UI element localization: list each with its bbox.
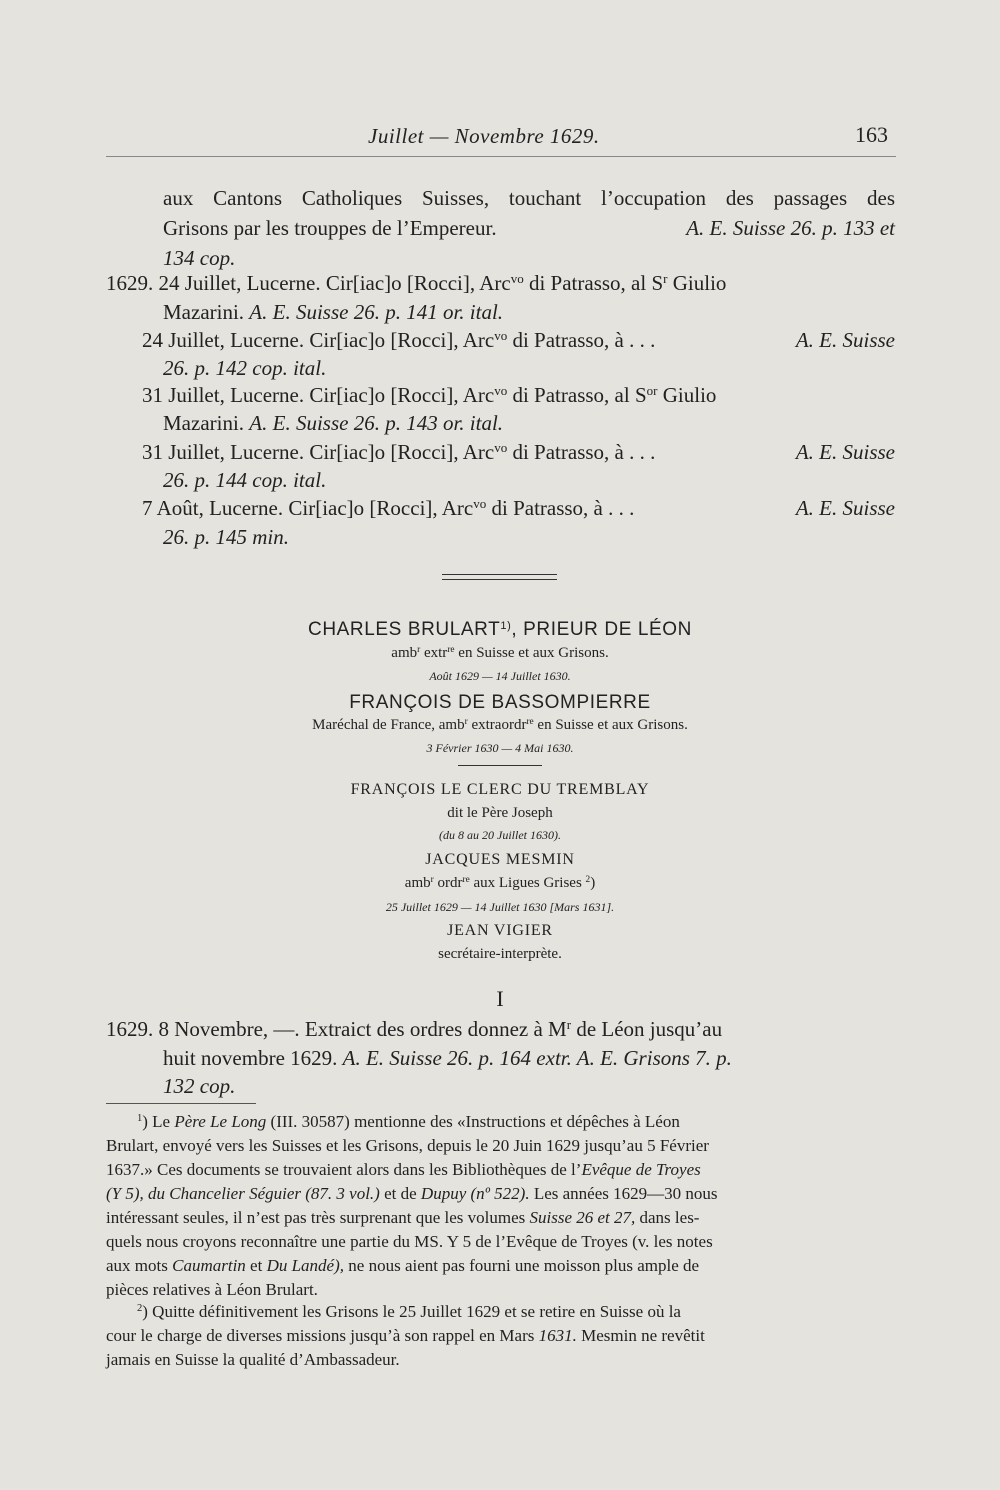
person-1-name: CHARLES BRULART$^{1)}$, PRIEUR DE LÉON: [308, 619, 692, 640]
entry-4-line-1: 31 Juillet, Lucerne. Cir[iac]o [Rocci], Arc$^{vo}$ di Patrasso, à . . . A. E. Suisse: [142, 439, 895, 464]
person-3-dates: (du 8 au 20 Juillet 1630).: [439, 828, 561, 842]
person-4-dates: 25 Juillet 1629 — 14 Juillet 1630 [Mars 1631].: [385, 900, 615, 914]
section-entry-line-1: 1629. 8 Novembre, —. Extraict des ordres donnez à $M^r$ de Léon jusqu’au: [106, 1016, 723, 1041]
entry-0-line-3: 134 cop.: [163, 246, 236, 270]
section-numeral: I: [496, 986, 504, 1011]
footnote-1-line-4: (Y 5), du Chancelier Séguier (87. 3 vol.) et de Dupuy (nº 522). Les années 1629—30 nous: [106, 1184, 718, 1203]
entry-1-line-2: Mazarini. A. E. Suisse 26. p. 141 or. ital.: [163, 300, 504, 324]
footnote-rule: [106, 1103, 256, 1104]
footnote-1-line-6: quels nous croyons reconnaître une partie du MS. Y 5 de l’Evêque de Troyes (v. les notes: [106, 1232, 713, 1251]
entry-3-line-2: Mazarini. A. E. Suisse 26. p. 143 or. ital.: [163, 411, 504, 435]
separator-rule-bottom: [442, 579, 557, 580]
footnote-1-line-3: 1637.» Ces documents se trouvaient alors dans les Bibliothèques de l’Evêque de Troyes: [106, 1160, 701, 1179]
footnote-1-line-2: Brulart, envoyé vers les Suisses et les Grisons, depuis le 20 Juin 1629 jusqu’au 5 Février: [106, 1136, 709, 1155]
section-entry-line-3: 132 cop.: [163, 1074, 236, 1098]
footnote-2-line-2: cour le charge de diverses missions jusqu’à son rappel en Mars 1631. Mesmin ne revêtit: [106, 1326, 705, 1345]
person-3-role: dit le Père Joseph: [447, 805, 553, 821]
entry-3-line-1: 31 Juillet, Lucerne. Cir[iac]o [Rocci], Arc$^{vo}$ di Patrasso, al $S^{or}$ Giulio: [142, 382, 717, 407]
entry-5-line-2: 26. p. 145 min.: [163, 525, 289, 549]
person-4-role: amb$^r$ ordr$^{re}$ aux Ligues Grises $^2$): [404, 874, 596, 891]
page-number: 163: [855, 122, 888, 147]
section-entry-line-2: huit novembre 1629. A. E. Suisse 26. p. 164 extr. A. E. Grisons 7. p.: [163, 1046, 732, 1070]
separator-rule-top: [442, 574, 557, 575]
person-5-role: secrétaire-interprète.: [438, 946, 562, 962]
personnel-divider: [458, 765, 542, 766]
person-1-dates: Août 1629 — 14 Juillet 1630.: [429, 669, 571, 683]
entry-2-line-2: 26. p. 142 cop. ital.: [163, 356, 327, 380]
footnote-1-line-8: pièces relatives à Léon Brulart.: [106, 1280, 318, 1299]
person-1-role: amb$^r$ extr$^{re}$ en Suisse et aux Grisons.: [391, 644, 609, 661]
entry-5-line-1: 7 Août, Lucerne. Cir[iac]o [Rocci], Arc$^{vo}$ di Patrasso, à . . . A. E. Suisse: [142, 495, 895, 520]
entry-1-line-1: 1629. 24 Juillet, Lucerne. Cir[iac]o [Rocci], Arc$^{vo}$ di Patrasso, al $S^r$ Giulio: [106, 270, 727, 295]
entry-2-line-1: 24 Juillet, Lucerne. Cir[iac]o [Rocci], Arc$^{vo}$ di Patrasso, à . . . A. E. Suisse: [142, 327, 895, 352]
person-5-name: JEAN VIGIER: [447, 922, 553, 939]
person-3-name: FRANÇOIS LE CLERC DU TREMBLAY: [350, 781, 650, 798]
footnote-1-line-5: intéressant seules, il n’est pas très surprenant que les volumes Suisse 26 et 27, dans les-: [106, 1208, 700, 1227]
footnote-1-line-7: aux mots Caumartin et Du Landé), ne nous aient pas fourni une moisson plus ample de: [106, 1256, 700, 1275]
entry-0-line-1: aux Cantons Catholiques Suisses, touchant l’occupation des passages des: [163, 186, 895, 210]
header-rule: [106, 156, 896, 157]
footnote-1-line-1: $^1$) Le Père Le Long (III. 30587) mentionne des «Instructions et dépêches à Léon: [137, 1112, 680, 1131]
entry-0-line-2: Grisons par les trouppes de l’Empereur. A. E. Suisse 26. p. 133 et: [163, 216, 895, 240]
person-2-dates: 3 Février 1630 — 4 Mai 1630.: [426, 741, 574, 755]
entry-4-line-2: 26. p. 144 cop. ital.: [163, 468, 327, 492]
footnote-2-line-3: jamais en Suisse la qualité d’Ambassadeur.: [106, 1350, 400, 1369]
person-2-role: Maréchal de France, amb$^r$ extraordr$^{re}$ en Suisse et aux Grisons.: [312, 716, 688, 733]
person-4-name: JACQUES MESMIN: [425, 851, 575, 868]
footnote-2-line-1: $^2$) Quitte définitivement les Grisons le 25 Juillet 1629 et se retire en Suisse où la: [137, 1302, 681, 1321]
running-title: Juillet — Novembre 1629.: [368, 124, 600, 148]
person-2-name: FRANÇOIS DE BASSOMPIERRE: [349, 692, 651, 713]
